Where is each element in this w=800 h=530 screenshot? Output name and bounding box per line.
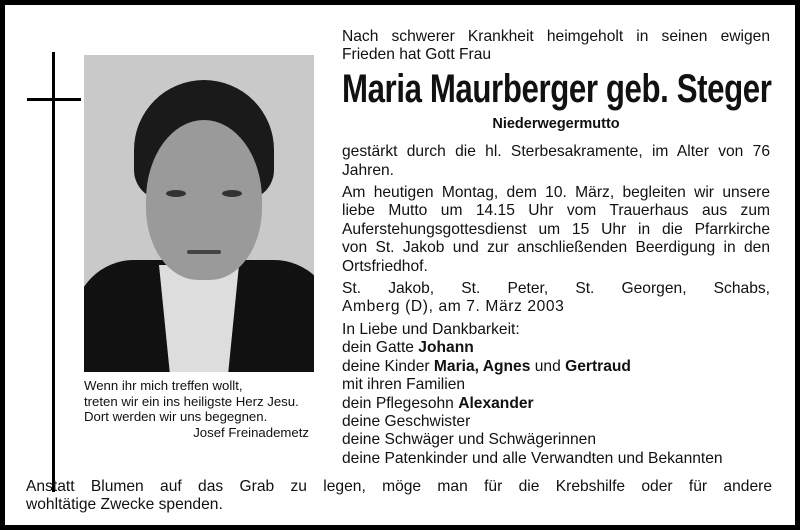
photo-eye [222, 190, 242, 197]
memorial-quote [84, 378, 319, 440]
donation-note [26, 478, 772, 515]
cross-icon-bar [27, 98, 81, 101]
photo-mouth [187, 250, 221, 254]
quote-line: Dort werden wir uns begegnen. [84, 409, 268, 424]
mourner-text: dein Gatte [342, 339, 419, 357]
mourner-line: mit ihren Familien [342, 376, 466, 394]
quote-line: treten wir ein ins heiligste Herz Jesu. [84, 393, 299, 409]
deceased-name: Maria Maurberger geb. Steger [342, 66, 772, 111]
quote-line: Wenn ihr mich treffen wollt, [84, 378, 243, 393]
mourner-text: dein Pflegesohn [342, 394, 459, 412]
intro-line: Frieden hat Gott Frau [342, 46, 492, 64]
deceased-nickname: Niederwegermutto [492, 115, 620, 132]
mourner-line: deine Geschwister [342, 412, 471, 430]
text-line: Am heutigen Montag, dem 10. März, begleiten wir unsere [342, 184, 770, 202]
mourner-line [342, 395, 770, 413]
text-line: liebe Mutto um 14.15 Uhr vom Trauerhaus aus zum [342, 202, 770, 220]
mourner-line: deine Schwäger und Schwägerinnen [342, 431, 597, 449]
mourner-line [342, 358, 770, 376]
text-line: Jahren. [342, 161, 395, 179]
text-line: Ortsfriedhof. [342, 257, 428, 275]
date-line: Amberg (D), am 7. März 2003 [342, 298, 565, 316]
mourner-text: deine Kinder [342, 357, 434, 375]
mourner-name: Gertraud [565, 357, 631, 375]
text-line: gestärkt durch die hl. Sterbesakramente, im Alter von 76 [342, 143, 770, 161]
mourner-text: und [530, 357, 566, 375]
footer-line: wohltätige Zwecke spenden. [26, 496, 223, 514]
mourner-line [342, 339, 770, 357]
photo-face [146, 120, 262, 280]
mourner-name: Maria, Agnes [433, 357, 531, 375]
portrait-photo [84, 55, 314, 372]
notice-text [342, 28, 770, 468]
photo-eye [166, 190, 186, 197]
mourners-intro: In Liebe und Dankbarkeit: [342, 320, 520, 338]
text-line: Auferstehungsgottesdienst um 15 Uhr in die Pfarrkirche [342, 220, 770, 238]
mourner-name: Alexander [458, 394, 534, 412]
mourner-name: Johann [418, 339, 474, 357]
place-line: St. Jakob, St. Peter, St. Georgen, Schabs, [342, 280, 770, 298]
cross-icon [52, 52, 55, 492]
footer-line: Anstatt Blumen auf das Grab zu legen, möge man für die Krebshilfe oder für andere [26, 478, 772, 495]
intro-line: Nach schwerer Krankheit heimgeholt in seinen ewigen [342, 28, 770, 45]
text-line: von St. Jakob und zur anschließenden Beerdigung in den [342, 239, 770, 257]
mourner-line: deine Patenkinder und alle Verwandten und Bekannten [342, 449, 723, 467]
quote-author: Josef Freinademetz [193, 424, 309, 440]
photo-collar [159, 265, 239, 372]
